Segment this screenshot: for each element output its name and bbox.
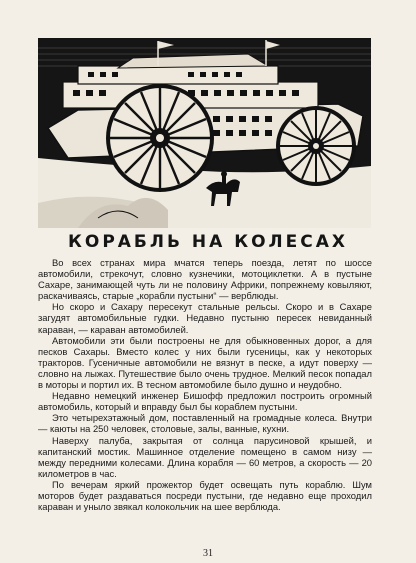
paragraph: Наверху палуба, закрытая от солнца парусиновой крышей, и капитанский мостик. Машинное отделение помещено в самом низу — между передними колесами. Длина корабля — 60 метров, а скорость — 20 километров в час. (38, 434, 372, 479)
article-body (38, 257, 372, 512)
ship-on-wheels-illustration (38, 38, 371, 228)
paragraph: Это четырехэтажный дом, поставленный на громадные колеса. Внутри — каюты на 250 человек, столовые, залы, ванные, кухни. (38, 412, 372, 435)
paragraph: Недавно немецкий инженер Бишофф предложил построить огромный автомобиль, который и вправду был бы кораблем пустыни. (38, 390, 372, 413)
paragraph: По вечерам яркий прожектор будет освещать путь кораблю. Шум моторов будет раздаваться посреди пустыни, где недавно еще проходил караван и уныло звякал колокольчик на шее верблюда. (38, 478, 372, 513)
article-title: КОРАБЛЬ НА КОЛЕСАХ (67, 232, 349, 252)
paragraph: Во всех странах мира мчатся теперь поезда, летят по шоссе автомобили, стрекочут, словно кузнечики, мотоциклетки. А в пустыне Сахаре, занимающей чуть ли не половину Африки, попрежнему ковыляют, раскачиваясь, старые „корабли пустыни“ — верблюды. (38, 257, 372, 302)
page-number: 31 (203, 548, 213, 559)
paragraph: Но скоро и Сахару пересекут стальные рельсы. Скоро и в Сахаре загудят автомобильные гудки. Недавно пустыню пересек невиданный караван, — караван автомобилей. (38, 301, 372, 335)
paragraph: Автомобили эти были построены не для обыкновенных дорог, а для песков Сахары. Вместо колес у них были гусеницы, как у некоторых тракторов. Гусеничные автомобили не вязнут в песке, а идут поверху — словно на лыжах. Путешествие было очень трудное. Мелкий песок попадал в моторы и портил их. В тесном автомобиле было душно и неудобно. (38, 334, 372, 391)
illustration-drawing (38, 38, 371, 228)
